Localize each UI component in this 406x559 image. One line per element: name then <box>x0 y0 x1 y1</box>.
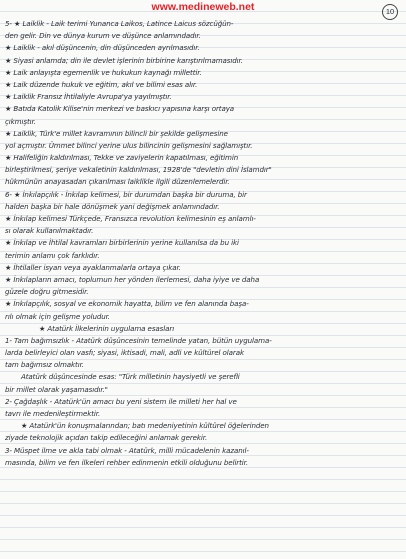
text-line: ★ Halifeliğin kaldırılması, Tekke ve zaviyelerin kapatılması, eğitimin <box>5 153 239 163</box>
site-url: www.medineweb.net <box>151 1 255 13</box>
text-line: ★ Laiklik, Türk'e millet kavramının bilincli bir şekilde gelişmesine <box>5 128 228 138</box>
text-line: 1- Tam bağımsızlık - Atatürk düşüncesinin temelinde yatan, bütün uygulama- <box>5 335 272 345</box>
text-line: ★ İnkılapların amacı, toplumun her yönden ilerlemesi, daha iyiye ve daha <box>5 274 260 284</box>
text-line: ★ Laik anlayışta egemenlik ve hukukun kaynağı millettir. <box>5 67 202 77</box>
text-line: ★ İhtilaller isyan veya ayaklanmalarla ortaya çıkar. <box>5 262 181 272</box>
text-line: bir millet olarak yaşamasıdır." <box>5 384 108 394</box>
text-line: ★ Siyasi anlamda; din ile devlet işlerinin birbirine karıştırılmamasıdır. <box>5 55 243 65</box>
handwritten-text <box>5 18 401 469</box>
text-line: larda belirleyici olan vasfı; siyasi, iktisadi, mali, adli ve kültürel olarak <box>5 348 244 358</box>
text-line: halden başka bir hale dönüşmek yani değişmek anlamındadır. <box>5 201 220 211</box>
text-line: ★ Laiklik Fransız İhtilaliyle Avrupa'ya yayılmıştır. <box>5 92 172 102</box>
text-line: ★ İnkılap ve İhtilal kavramları birbirlerinin yerine kullanılsa da bu iki <box>5 238 239 248</box>
text-line: çıkmıştır. <box>5 116 36 126</box>
text-line: tam bağımsız olmaktır. <box>5 360 84 370</box>
text-line: hükmünün anayasadan çıkarılması laiklikle ilgili düzenlemelerdir. <box>5 177 230 187</box>
text-line: ziyade teknolojik açıdan takip edileceğini anlamak gerekir. <box>5 433 208 443</box>
text-line: 5- ★ Laiklik - Laik terimi Yunanca Laikos, Latince Laicus sözcüğün- <box>5 19 234 28</box>
text-line: sı olarak kullanılmaktadır. <box>5 226 94 236</box>
text-line: 3- Müspet ilme ve akla tabi olmak - Atatürk, milli mücadelenin kazanıl- <box>5 445 249 455</box>
text-line: ★ Batıda Katolik Kilise'nin merkezi ve baskıcı yapısına karşı ortaya <box>5 104 235 114</box>
text-line: güzele doğru gitmesidir. <box>5 287 89 297</box>
text-line: ★ İnkılapçılık, sosyal ve ekonomik hayatta, bilim ve fen alanında başa- <box>5 299 249 309</box>
text-line: terimin anlamı çok farklıdır. <box>5 250 100 260</box>
text-line: ★ Laiklik - akıl düşüncenin, din düşünceden ayrılmasıdır. <box>5 43 200 53</box>
text-line: tavrı ile medenileştirmektir. <box>5 409 101 418</box>
text-line: 6- ★ İnkılapçılık - İnkılap kelimesi, bir durumdan başka bir duruma, bir <box>5 189 247 199</box>
text-line: Atatürk düşüncesinde esas: "Türk milletinin haysiyetli ve şerefli <box>21 372 240 382</box>
text-line: ★ Laik düzende hukuk ve eğitim, akıl ve bilimi esas alır. <box>5 79 198 89</box>
text-line: den gelir. Din ve dünya kurum ve düşünce anlamındadır. <box>5 31 201 41</box>
text-line: 2- Çağdaşlık - Atatürk'ün amacı bu yeni sistem ile milleti her hal ve <box>5 396 237 406</box>
text-line: yol açmıştır. Ümmet bilinci yerine ulus bilincinin gelişmesini sağlamıştır. <box>5 140 253 150</box>
page-number: 10 <box>382 4 398 20</box>
text-line: ★ İnkılap kelimesi Türkçede, Fransızca revolution kelimesinin eş anlamlı- <box>5 214 256 223</box>
text-line: rılı olmak için gelişme yoludur. <box>5 311 110 321</box>
text-line: masında, bilim ve fen ilkeleri rehber edinmenin etkili olduğunu belirtir. <box>5 457 248 467</box>
text-line: ★ Atatürk'ün konuşmalarından; batı medeniyetinin kültürel öğelerinden <box>21 421 269 431</box>
text-line: birleştirilmesi, şeriye vekaletinin kaldırılması, 1928'de "devletin dini İslamdır" <box>5 165 272 175</box>
text-line: ★ Atatürk İlkelerinin uygulama esasları <box>39 323 175 333</box>
